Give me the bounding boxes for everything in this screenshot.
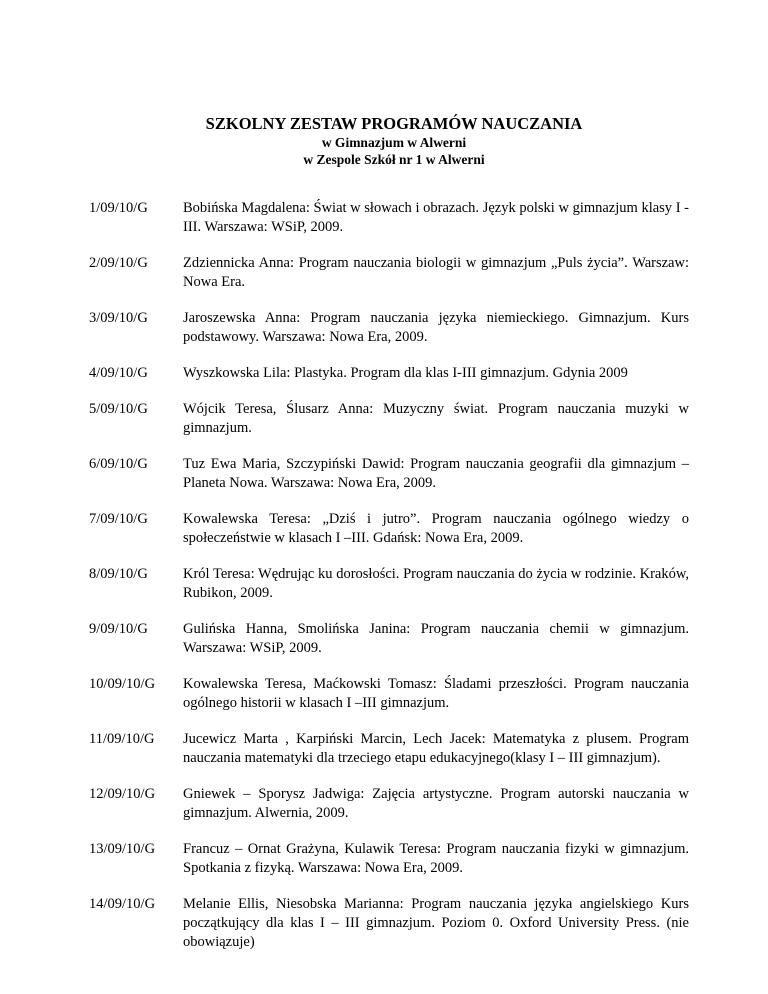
document-subtitle-school: w Gimnazjum w Alwerni [321,135,467,150]
list-item [89,895,689,952]
program-description: Melanie Ellis, Niesobska Marianna: Program nauczania języka angielskiego Kurs początkujący dla klas I – III gimnazjum. Poziom 0. Oxford University Press. (nie obowiązuje) [183,896,689,950]
program-description: Gniewek – Sporysz Jadwiga: Zajęcia artystyczne. Program autorski nauczania w gimnazjum. Alwernia, 2009. [183,786,689,821]
program-code: 13/09/10/G [89,841,156,857]
program-description: Wójcik Teresa, Ślusarz Anna: Muzyczny świat. Program nauczania muzyki w gimnazjum. [183,401,689,436]
list-item [89,510,689,548]
program-description: Bobińska Magdalena: Świat w słowach i obrazach. Język polski w gimnazjum klasy I -III. Warszawa: WSiP, 2009. [183,200,689,235]
list-item [89,730,689,768]
list-item [89,785,689,823]
program-code: 8/09/10/G [89,566,148,582]
list-item [89,565,689,603]
document-header [0,114,768,168]
program-code: 11/09/10/G [89,731,155,747]
program-code: 6/09/10/G [89,456,148,472]
program-description: Tuz Ewa Maria, Szczypiński Dawid: Program nauczania geografii dla gimnazjum – Planeta Nowa. Warszawa: Nowa Era, 2009. [183,456,689,491]
program-code: 12/09/10/G [89,786,156,802]
program-description: Kowalewska Teresa: „Dziś i jutro”. Program nauczania ogólnego wiedzy o społeczeństwie w klasach I –III. Gdańsk: Nowa Era, 2009. [183,511,689,546]
program-description: Jucewicz Marta , Karpiński Marcin, Lech Jacek: Matematyka z plusem. Program nauczania matematyki dla trzeciego etapu edukacyjnego(klasy I – III gimnazjum). [183,731,689,766]
program-description: Król Teresa: Wędrując ku dorosłości. Program nauczania do życia w rodzinie. Kraków, Rubikon, 2009. [183,566,689,601]
list-item [89,199,689,237]
program-description: Gulińska Hanna, Smolińska Janina: Program nauczania chemii w gimnazjum. Warszawa: WSiP, 2009. [183,621,689,656]
document-subtitle-complex: w Zespole Szkół nr 1 w Alwerni [303,152,485,167]
program-code: 9/09/10/G [89,621,148,637]
program-code: 1/09/10/G [89,200,148,216]
program-description: Kowalewska Teresa, Maćkowski Tomasz: Śladami przeszłości. Program nauczania ogólnego historii w klasach I –III gimnazjum. [183,676,689,711]
list-item [89,309,689,347]
program-code: 4/09/10/G [89,365,148,381]
program-code: 3/09/10/G [89,310,148,326]
document-title: SZKOLNY ZESTAW PROGRAMÓW NAUCZANIA [205,114,583,133]
program-description: Francuz – Ornat Grażyna, Kulawik Teresa: Program nauczania fizyki w gimnazjum. Spotkania z fizyką. Warszawa: Nowa Era, 2009. [183,841,689,876]
list-item [89,254,689,292]
list-item [89,840,689,878]
program-code: 2/09/10/G [89,255,148,271]
program-description: Wyszkowska Lila: Plastyka. Program dla klas I-III gimnazjum. Gdynia 2009 [183,365,628,381]
program-code: 14/09/10/G [89,896,156,912]
list-item [89,620,689,658]
list-item [89,675,689,713]
program-code: 5/09/10/G [89,401,148,417]
program-list [89,199,689,969]
program-code: 7/09/10/G [89,511,148,527]
list-item [89,455,689,493]
program-description: Zdziennicka Anna: Program nauczania biologii w gimnazjum „Puls życia”. Warszaw: Nowa Era. [183,255,689,290]
list-item [89,364,689,383]
program-code: 10/09/10/G [89,676,156,692]
program-description: Jaroszewska Anna: Program nauczania języka niemieckiego. Gimnazjum. Kurs podstawowy. Warszawa: Nowa Era, 2009. [183,310,689,345]
list-item [89,400,689,438]
